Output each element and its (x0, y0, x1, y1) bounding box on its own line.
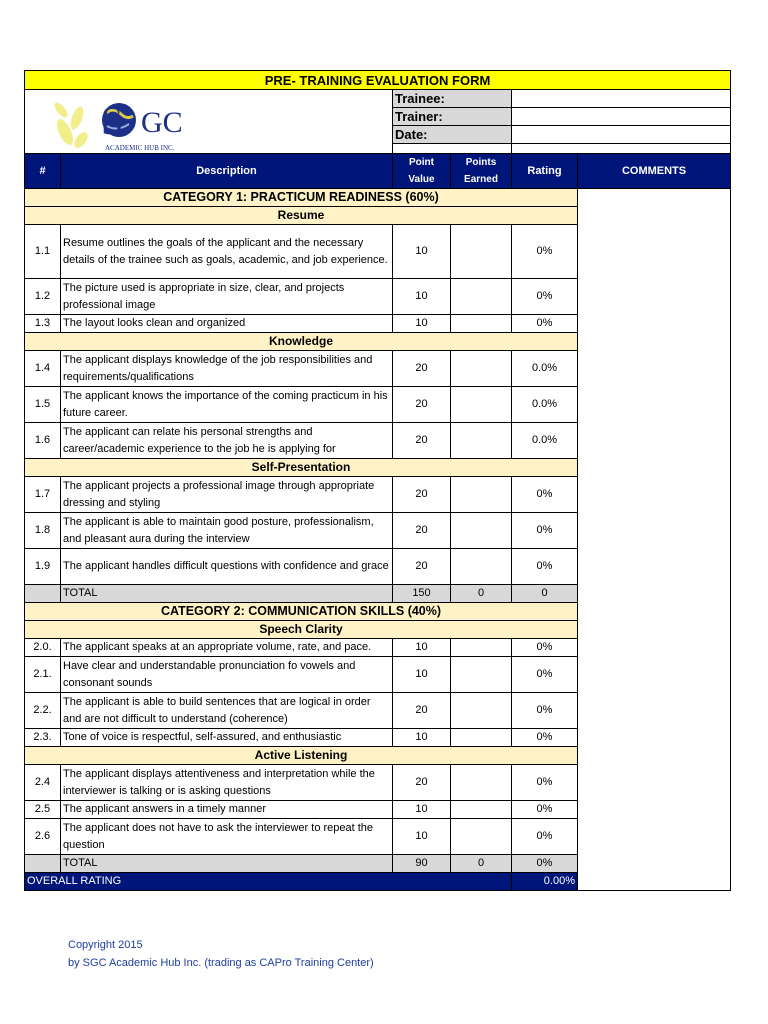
copyright-line-2: by SGC Academic Hub Inc. (trading as CAPro Training Center) (68, 957, 374, 969)
overall-rating-label: OVERALL RATING (25, 873, 512, 891)
item-description: The applicant is able to maintain good posture, professionalism, and pleasant aura during the interview (61, 513, 393, 549)
item-rating: 0.0% (512, 351, 578, 387)
section-self-presentation: Self-Presentation (25, 459, 578, 477)
category-1-total-rating: 0 (512, 585, 578, 603)
field-spacer (393, 144, 512, 154)
header-rating: Rating (512, 154, 578, 189)
trainer-label: Trainer: (393, 108, 512, 126)
item-num: 1.9 (25, 549, 61, 585)
item-point-value: 10 (393, 639, 451, 657)
item-rating: 0.0% (512, 387, 578, 423)
item-points-earned-input[interactable] (451, 315, 512, 333)
item-points-earned-input[interactable] (451, 423, 512, 459)
item-point-value: 20 (393, 693, 451, 729)
evaluation-form-table (24, 70, 731, 891)
item-num: 2.2. (25, 693, 61, 729)
item-rating: 0.0% (512, 423, 578, 459)
item-description: The applicant speaks at an appropriate volume, rate, and pace. (61, 639, 393, 657)
item-num: 1.3 (25, 315, 61, 333)
section-active-listening: Active Listening (25, 747, 578, 765)
total-spacer (25, 855, 61, 873)
item-point-value: 10 (393, 279, 451, 315)
item-num: 2.0. (25, 639, 61, 657)
trainee-input[interactable] (512, 90, 731, 108)
item-points-earned-input[interactable] (451, 477, 512, 513)
item-description: The applicant displays attentiveness and interpretation while the interviewer is talking or is asking questions (61, 765, 393, 801)
item-points-earned-input[interactable] (451, 351, 512, 387)
field-spacer-right (512, 144, 731, 154)
category-1-total-points: 150 (393, 585, 451, 603)
item-point-value: 20 (393, 765, 451, 801)
item-num: 2.1. (25, 657, 61, 693)
category-2-title: CATEGORY 2: COMMUNICATION SKILLS (40%) (25, 603, 578, 621)
category-1-total-earned: 0 (451, 585, 512, 603)
logo-area (25, 90, 393, 154)
item-points-earned-input[interactable] (451, 819, 512, 855)
item-point-value: 10 (393, 801, 451, 819)
category-2-total-earned: 0 (451, 855, 512, 873)
category-2-total-rating: 0% (512, 855, 578, 873)
category-2-total-points: 90 (393, 855, 451, 873)
category-1-total-label: TOTAL (61, 585, 393, 603)
item-num: 2.3. (25, 729, 61, 747)
section-speech-clarity: Speech Clarity (25, 621, 578, 639)
item-points-earned-input[interactable] (451, 801, 512, 819)
item-num: 1.4 (25, 351, 61, 387)
trainer-input[interactable] (512, 108, 731, 126)
item-description: The applicant displays knowledge of the job responsibilities and requirements/qualifications (61, 351, 393, 387)
item-description: The layout looks clean and organized (61, 315, 393, 333)
date-label: Date: (393, 126, 512, 144)
item-point-value: 20 (393, 423, 451, 459)
logo-letter-s: S (101, 98, 124, 143)
item-points-earned-input[interactable] (451, 729, 512, 747)
item-num: 2.5 (25, 801, 61, 819)
item-points-earned-input[interactable] (451, 387, 512, 423)
item-num: 2.4 (25, 765, 61, 801)
item-rating: 0% (512, 819, 578, 855)
item-rating: 0% (512, 513, 578, 549)
date-input[interactable] (512, 126, 731, 144)
item-description: The applicant answers in a timely manner (61, 801, 393, 819)
section-resume: Resume (25, 207, 578, 225)
item-point-value: 20 (393, 513, 451, 549)
item-point-value: 20 (393, 477, 451, 513)
item-point-value: 20 (393, 387, 451, 423)
logo-letters-gc: GC (141, 106, 183, 139)
item-points-earned-input[interactable] (451, 513, 512, 549)
item-points-earned-input[interactable] (451, 657, 512, 693)
item-num: 1.1 (25, 225, 61, 279)
item-description: The applicant projects a professional image through appropriate dressing and styling (61, 477, 393, 513)
item-description: The applicant handles difficult questions with confidence and grace (61, 549, 393, 585)
item-point-value: 10 (393, 729, 451, 747)
section-knowledge: Knowledge (25, 333, 578, 351)
item-rating: 0% (512, 279, 578, 315)
form-title: PRE- TRAINING EVALUATION FORM (25, 71, 731, 90)
item-description: The applicant can relate his personal strengths and career/academic experience to the job he is applying for (61, 423, 393, 459)
item-rating: 0% (512, 549, 578, 585)
copyright-line-1: Copyright 2015 (68, 939, 143, 951)
header-description: Description (61, 154, 393, 189)
item-rating: 0% (512, 477, 578, 513)
logo-subtitle: ACADEMIC HUB INC. (105, 144, 175, 152)
item-point-value: 10 (393, 819, 451, 855)
header-comments: COMMENTS (578, 154, 731, 189)
item-description: Tone of voice is respectful, self-assured, and enthusiastic (61, 729, 393, 747)
item-points-earned-input[interactable] (451, 225, 512, 279)
category-1-title: CATEGORY 1: PRACTICUM READINESS (60%) (25, 189, 578, 207)
sgc-logo-icon (53, 92, 213, 154)
item-point-value: 10 (393, 225, 451, 279)
item-description: The picture used is appropriate in size, clear, and projects professional image (61, 279, 393, 315)
item-rating: 0% (512, 657, 578, 693)
item-num: 1.6 (25, 423, 61, 459)
item-description: Resume outlines the goals of the applicant and the necessary details of the trainee such as goals, academic, and job experience. (61, 225, 393, 279)
header-points-earned: Points Earned (451, 154, 512, 189)
item-rating: 0% (512, 765, 578, 801)
item-description: The applicant knows the importance of the coming practicum in his future career. (61, 387, 393, 423)
item-points-earned-input[interactable] (451, 549, 512, 585)
item-points-earned-input[interactable] (451, 279, 512, 315)
item-description: Have clear and understandable pronunciation fo vowels and consonant sounds (61, 657, 393, 693)
item-point-value: 10 (393, 315, 451, 333)
item-points-earned-input[interactable] (451, 639, 512, 657)
total-spacer (25, 585, 61, 603)
item-rating: 0% (512, 729, 578, 747)
copyright-block (68, 936, 374, 972)
item-description: The applicant is able to build sentences that are logical in order and are not difficult to understand (coherence) (61, 693, 393, 729)
item-rating: 0% (512, 315, 578, 333)
item-rating: 0% (512, 801, 578, 819)
item-num: 1.8 (25, 513, 61, 549)
header-point-value: Point Value (393, 154, 451, 189)
overall-rating-value: 0.00% (512, 873, 578, 891)
item-point-value: 20 (393, 549, 451, 585)
header-num: # (25, 154, 61, 189)
item-point-value: 10 (393, 657, 451, 693)
trainee-label: Trainee: (393, 90, 512, 108)
item-description: The applicant does not have to ask the interviewer to repeat the question (61, 819, 393, 855)
item-rating: 0% (512, 639, 578, 657)
item-point-value: 20 (393, 351, 451, 387)
item-num: 1.7 (25, 477, 61, 513)
item-num: 1.5 (25, 387, 61, 423)
item-points-earned-input[interactable] (451, 765, 512, 801)
item-num: 2.6 (25, 819, 61, 855)
item-points-earned-input[interactable] (451, 693, 512, 729)
item-num: 1.2 (25, 279, 61, 315)
item-rating: 0% (512, 693, 578, 729)
item-rating: 0% (512, 225, 578, 279)
category-2-total-label: TOTAL (61, 855, 393, 873)
comments-column[interactable] (578, 189, 731, 891)
